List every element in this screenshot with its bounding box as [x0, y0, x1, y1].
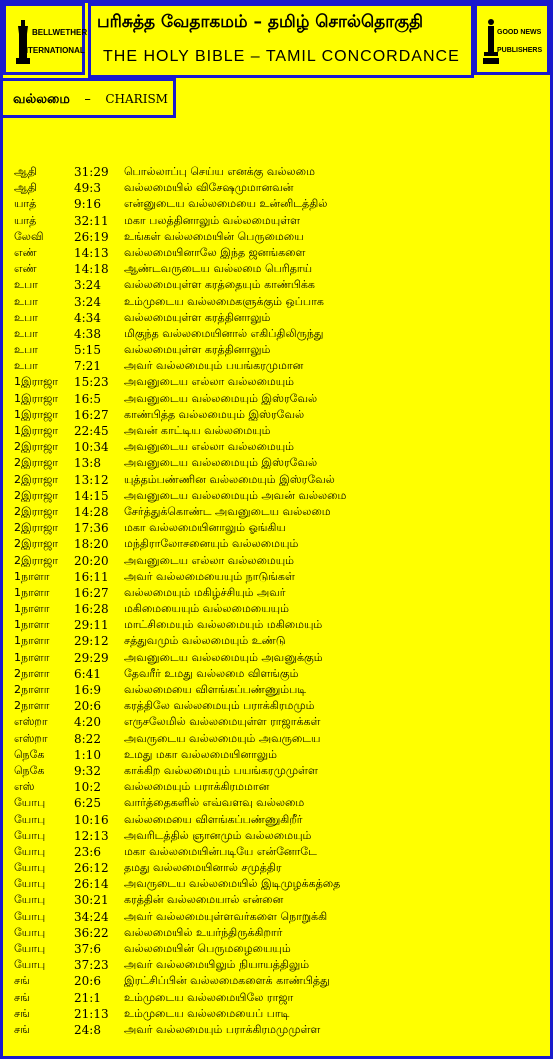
book-abbrev: உபா [14, 326, 38, 340]
book-abbrev: 2நாளா [14, 683, 50, 696]
verse-reference: 8:22 [74, 731, 101, 746]
book-abbrev: 2நாளா [14, 666, 50, 680]
verse-reference: 4:20 [74, 715, 101, 730]
verse-excerpt: ஆண்டவருடைய வல்லமை பெரிதாய் [124, 262, 313, 276]
verse-excerpt: அவருடைய வல்லமையில் இடிமுழக்கத்தை [124, 877, 341, 891]
verse-reference: 9:32 [74, 763, 101, 778]
concordance-row [14, 180, 544, 196]
verse-reference: 29:29 [74, 650, 109, 665]
verse-reference: 20:6 [74, 974, 101, 989]
verse-reference: 29:11 [74, 618, 109, 633]
verse-reference: 36:22 [74, 925, 109, 940]
book-abbrev: 1இராஜா [14, 407, 59, 421]
concordance-row [14, 569, 544, 585]
book-abbrev: 1நாளா [14, 585, 50, 599]
verse-reference: 13:12 [74, 472, 109, 487]
concordance-row [14, 585, 544, 601]
verse-reference: 7:21 [74, 359, 101, 374]
verse-reference: 20:6 [74, 699, 101, 714]
book-abbrev: யோபு [14, 812, 46, 826]
title-box [88, 3, 474, 78]
verse-reference: 4:38 [74, 326, 101, 341]
concordance-row [14, 310, 544, 326]
concordance-row [14, 164, 544, 180]
verse-reference: 6:41 [74, 666, 101, 681]
verse-reference: 26:12 [74, 861, 109, 876]
verse-reference: 16:28 [74, 602, 109, 617]
verse-excerpt: வல்லமையை விளங்கப்பண்ணும்படி [124, 683, 307, 696]
verse-excerpt: வல்லமையும் பராக்கிரமமான [124, 780, 270, 794]
verse-reference: 14:15 [74, 488, 109, 503]
verse-excerpt: எருசலேமில் வல்லமையுள்ள ராஜாக்கள் [124, 715, 321, 729]
verse-excerpt: வல்லமையுள்ள கரத்தினாலும் [124, 310, 271, 324]
verse-excerpt: என்னுடைய வல்லமையை உன்னிடத்தில் [124, 197, 328, 211]
book-abbrev: உபா [14, 278, 38, 292]
concordance-row [14, 294, 544, 310]
concordance-row [14, 731, 544, 747]
verse-reference: 37:6 [74, 942, 101, 956]
verse-reference: 6:25 [74, 796, 101, 811]
verse-excerpt: அவனுடைய எல்லா வல்லமையும் [124, 375, 295, 389]
book-abbrev: சங் [14, 990, 30, 1004]
book-abbrev: யோபு [14, 796, 46, 810]
verse-reference: 12:13 [74, 828, 109, 843]
verse-reference: 49:3 [74, 181, 101, 196]
verse-excerpt: உம்முடைய வல்லமைகளுக்கும் ஒப்பாக [124, 294, 324, 308]
verse-excerpt: வல்லமையுள்ள கரத்தையும் காண்பிக்க [124, 278, 315, 292]
book-abbrev: சங் [14, 974, 30, 988]
book-abbrev: 1இராஜா [14, 424, 59, 437]
concordance-row [14, 650, 544, 666]
verse-excerpt: அவர் வல்லமையும் பயங்கரமுமான [124, 359, 304, 373]
concordance-row [14, 747, 544, 763]
concordance-list [14, 164, 544, 1038]
verse-excerpt: கரத்தின் வல்லமையால் என்னை [124, 893, 284, 907]
verse-excerpt: காக்கிற வல்லமையும் பயங்கரமுமுள்ள [124, 763, 318, 777]
verse-excerpt: வல்லமையும் மகிழ்ச்சியும் அவர் [124, 585, 286, 599]
verse-reference: 10:34 [74, 440, 109, 455]
verse-excerpt: அவன் காட்டிய வல்லமையும் [124, 424, 271, 437]
verse-reference: 37:23 [74, 958, 109, 973]
verse-reference: 16:11 [74, 569, 109, 584]
verse-excerpt: வார்த்தைகளில் எவ்வளவு வல்லமை [124, 796, 305, 810]
verse-reference: 3:24 [74, 294, 101, 309]
verse-excerpt: அவனுடைய வல்லமையும் அவன் வல்லமை [124, 488, 347, 502]
concordance-row [14, 553, 544, 569]
concordance-row [14, 957, 544, 973]
verse-reference: 26:19 [74, 229, 109, 244]
book-abbrev: 2இராஜா [14, 537, 59, 551]
book-abbrev: ஆதி [14, 165, 37, 178]
verse-excerpt: அவர் வல்லமையிலும் நியாயத்திலும் [124, 958, 310, 972]
verse-excerpt: பொல்லாப்பு செய்ய எனக்கு வல்லமை [124, 165, 315, 178]
lamp-figure-icon [483, 18, 499, 64]
verse-excerpt: அவனுடைய எல்லா வல்லமையும் [124, 440, 295, 454]
book-abbrev: உபா [14, 310, 38, 324]
book-abbrev: எண் [14, 245, 37, 259]
concordance-row [14, 326, 544, 342]
book-abbrev: 1நாளா [14, 634, 50, 648]
verse-excerpt: அவனுடைய எல்லா வல்லமையும் [124, 553, 295, 567]
concordance-row [14, 472, 544, 488]
verse-excerpt: அவரிடத்தில் ஞானமும் வல்லமையும் [124, 828, 312, 842]
concordance-row [14, 455, 544, 471]
concordance-row [14, 407, 544, 423]
verse-reference: 26:14 [74, 877, 109, 892]
concordance-row [14, 779, 544, 795]
concordance-row [14, 601, 544, 617]
verse-reference: 9:16 [74, 197, 101, 212]
book-abbrev: 1நாளா [14, 602, 50, 616]
concordance-row [14, 229, 544, 245]
verse-reference: 15:23 [74, 375, 109, 390]
book-abbrev: யோபு [14, 893, 46, 907]
book-abbrev: 1இராஜா [14, 375, 59, 389]
book-abbrev: சங் [14, 1022, 30, 1036]
verse-reference: 29:12 [74, 634, 109, 649]
concordance-row [14, 488, 544, 504]
topic-separator: – [84, 92, 91, 107]
verse-excerpt: வல்லமையின் பெருமழையையும் [124, 942, 291, 955]
book-abbrev: யோபு [14, 942, 46, 955]
verse-excerpt: அவர் வல்லமையும் பராக்கிரமமுமுள்ள [124, 1022, 321, 1036]
concordance-row [14, 828, 544, 844]
verse-reference: 18:20 [74, 537, 109, 552]
book-abbrev: யோபு [14, 925, 46, 939]
verse-reference: 17:36 [74, 521, 109, 536]
book-abbrev: 2இராஜா [14, 472, 59, 486]
concordance-row [14, 342, 544, 358]
verse-reference: 1:10 [74, 747, 101, 762]
book-abbrev: எஸ்றா [14, 731, 48, 745]
verse-reference: 10:16 [74, 812, 109, 827]
verse-excerpt: அவனுடைய வல்லமையும் இஸ்ரவேல் [124, 456, 318, 470]
concordance-row [14, 504, 544, 520]
concordance-row [14, 876, 544, 892]
concordance-row [14, 439, 544, 455]
right-logo-line2: PUBLISHERS [497, 47, 543, 54]
concordance-row [14, 763, 544, 779]
right-logo-line1: GOOD NEWS [497, 29, 542, 36]
verse-excerpt: சத்துவமும் வல்லமையும் உண்டு [124, 634, 286, 648]
concordance-row [14, 245, 544, 261]
book-abbrev: ஆதி [14, 181, 37, 195]
book-abbrev: 1நாளா [14, 618, 50, 632]
verse-reference: 30:21 [74, 893, 109, 908]
concordance-row [14, 261, 544, 277]
concordance-row [14, 682, 544, 698]
book-abbrev: யோபு [14, 844, 46, 858]
book-abbrev: 2இராஜா [14, 488, 59, 502]
book-abbrev: யோபு [14, 909, 46, 923]
concordance-row [14, 909, 544, 925]
concordance-row [14, 633, 544, 649]
verse-excerpt: தேவரீர் உமது வல்லமை விளங்கும் [124, 666, 299, 680]
concordance-row [14, 536, 544, 552]
book-abbrev: 2இராஜா [14, 521, 59, 535]
book-abbrev: உபா [14, 343, 38, 357]
book-abbrev: 2இராஜா [14, 440, 59, 454]
verse-excerpt: வல்லமையில் விசேஷமுமானவன் [124, 181, 294, 195]
verse-excerpt: தமது வல்லமையினால் சமுத்திர [124, 861, 282, 875]
book-abbrev: எண் [14, 262, 37, 276]
concordance-row [14, 844, 544, 860]
header [0, 0, 553, 80]
book-abbrev: யோபு [14, 861, 46, 875]
verse-excerpt: உம்முடைய வல்லமையிலே ராஜா [124, 990, 294, 1004]
verse-reference: 23:6 [74, 844, 101, 859]
concordance-row [14, 277, 544, 293]
book-abbrev: யோபு [14, 828, 46, 842]
bellwether-logo [3, 3, 88, 75]
verse-excerpt: காண்பித்த வல்லமையும் இஸ்ரவேல் [124, 407, 305, 421]
verse-excerpt: உமது மகா வல்லமையினாலும் [124, 747, 277, 761]
verse-excerpt: மகா வல்லமையினாலும் ஓங்கிய [124, 521, 286, 535]
book-abbrev: யோபு [14, 958, 46, 972]
concordance-row [14, 617, 544, 633]
verse-excerpt: வல்லமையை விளங்கப்பண்ணுகிறீர் [124, 812, 303, 826]
book-abbrev: 1நாளா [14, 569, 50, 583]
book-abbrev: யாத் [14, 197, 37, 211]
verse-reference: 34:24 [74, 909, 109, 924]
verse-reference: 24:8 [74, 1022, 101, 1037]
verse-excerpt: இரட்சிப்பின் வல்லமைகளைக் காண்பித்து [124, 974, 330, 988]
verse-reference: 32:11 [74, 213, 109, 228]
verse-reference: 16:5 [74, 391, 101, 406]
good-news-logo [474, 3, 550, 75]
concordance-row [14, 423, 544, 439]
concordance-row [14, 196, 544, 212]
concordance-row [14, 213, 544, 229]
book-abbrev: யோபு [14, 877, 46, 891]
verse-excerpt: கரத்திலே வல்லமையும் பராக்கிரமமும் [124, 699, 315, 713]
concordance-row [14, 795, 544, 811]
verse-reference: 21:1 [74, 990, 101, 1005]
verse-reference: 22:45 [74, 424, 109, 438]
concordance-row [14, 666, 544, 682]
verse-excerpt: மிகுந்த வல்லமையினால் எகிப்திலிருந்து [124, 326, 324, 340]
verse-excerpt: மகிமையையும் வல்லமையையும் [124, 602, 289, 616]
verse-excerpt: உம்முடைய வல்லமையைப் பாடி [124, 1006, 290, 1020]
book-abbrev: உபா [14, 294, 38, 308]
concordance-row [14, 358, 544, 374]
verse-reference: 14:28 [74, 504, 109, 519]
verse-reference: 16:27 [74, 407, 109, 422]
book-abbrev: 1நாளா [14, 650, 50, 664]
topic-tamil: வல்லமை [13, 92, 70, 107]
concordance-row [14, 391, 544, 407]
book-abbrev: நெகே [14, 747, 45, 761]
verse-excerpt: வல்லமையுள்ள கரத்தினாலும் [124, 343, 271, 357]
verse-excerpt: மாட்சிமையும் வல்லமையும் மகிமையும் [124, 618, 323, 632]
verse-reference: 20:20 [74, 553, 109, 568]
left-logo-line2: INTERNATIONAL [20, 46, 85, 55]
concordance-row [14, 892, 544, 908]
concordance-row [14, 990, 544, 1006]
bell-tower-icon [16, 20, 30, 64]
book-abbrev: 2நாளா [14, 699, 50, 713]
verse-reference: 10:2 [74, 780, 101, 795]
verse-excerpt: சேர்த்துக்கொண்ட அவனுடைய வல்லமை [124, 504, 331, 518]
verse-excerpt: மந்திராலோசனையும் வல்லமையும் [124, 537, 299, 551]
book-abbrev: சங் [14, 1006, 30, 1020]
verse-excerpt: அவனுடைய வல்லமையும் இஸ்ரவேல் [124, 391, 318, 405]
book-abbrev: 2இராஜா [14, 504, 59, 518]
topic-heading-box [0, 78, 176, 118]
book-abbrev: 2இராஜா [14, 553, 59, 567]
title-tamil: பரிசுத்த வேதாகமம் – தமிழ் சொல்தொகுதி [97, 12, 424, 32]
verse-reference: 4:34 [74, 310, 101, 325]
book-abbrev: நெகே [14, 763, 45, 777]
concordance-row [14, 941, 544, 957]
book-abbrev: லேவி [14, 229, 44, 243]
concordance-row [14, 520, 544, 536]
topic-english: CHARISM [105, 92, 168, 106]
title-english: THE HOLY BIBLE – TAMIL CONCORDANCE [103, 48, 460, 65]
verse-excerpt: யுத்தம்பண்ணின வல்லமையும் இஸ்ரவேல் [124, 472, 335, 486]
concordance-row [14, 973, 544, 989]
verse-excerpt: அவனுடைய வல்லமையும் அவனுக்கும் [124, 650, 323, 664]
concordance-row [14, 698, 544, 714]
verse-reference: 16:27 [74, 585, 109, 600]
verse-excerpt: அவர் வல்லமையையும் நாடுங்கள் [124, 569, 295, 583]
left-logo-line1: BELLWETHER [32, 28, 88, 37]
book-abbrev: 2இராஜா [14, 456, 59, 470]
concordance-row [14, 1006, 544, 1022]
verse-excerpt: வல்லமையில் உயர்ந்திருக்கிறார் [124, 925, 283, 939]
concordance-row [14, 925, 544, 941]
verse-excerpt: அவருடைய வல்லமையும் அவருடைய [124, 731, 321, 745]
book-abbrev: எஸ்றா [14, 715, 48, 729]
verse-reference: 14:13 [74, 245, 109, 260]
concordance-row [14, 714, 544, 730]
concordance-row [14, 812, 544, 828]
concordance-row [14, 860, 544, 876]
verse-reference: 3:24 [74, 278, 101, 293]
concordance-row [14, 1022, 544, 1038]
verse-reference: 5:15 [74, 343, 101, 358]
verse-excerpt: மகா வல்லமையின்படியே என்னோடே [124, 844, 317, 858]
verse-reference: 16:9 [74, 683, 101, 697]
verse-reference: 31:29 [74, 165, 109, 179]
verse-excerpt: வல்லமையினாலே இந்த ஜனங்களை [124, 245, 306, 259]
verse-excerpt: மகா பலத்தினாலும் வல்லமையுள்ள [124, 213, 301, 227]
book-abbrev: 1இராஜா [14, 391, 59, 405]
book-abbrev: எஸ் [14, 780, 35, 794]
verse-excerpt: உங்கள் வல்லமையின் பெருமையை [124, 229, 304, 243]
topic-heading [13, 92, 168, 108]
concordance-row [14, 374, 544, 390]
book-abbrev: யாத் [14, 213, 37, 227]
verse-reference: 21:13 [74, 1006, 109, 1021]
verse-reference: 13:8 [74, 456, 101, 471]
verse-excerpt: அவர் வல்லமையுள்ளவர்களை நொறுக்கி [124, 909, 328, 923]
book-abbrev: உபா [14, 359, 38, 373]
verse-reference: 14:18 [74, 262, 109, 277]
